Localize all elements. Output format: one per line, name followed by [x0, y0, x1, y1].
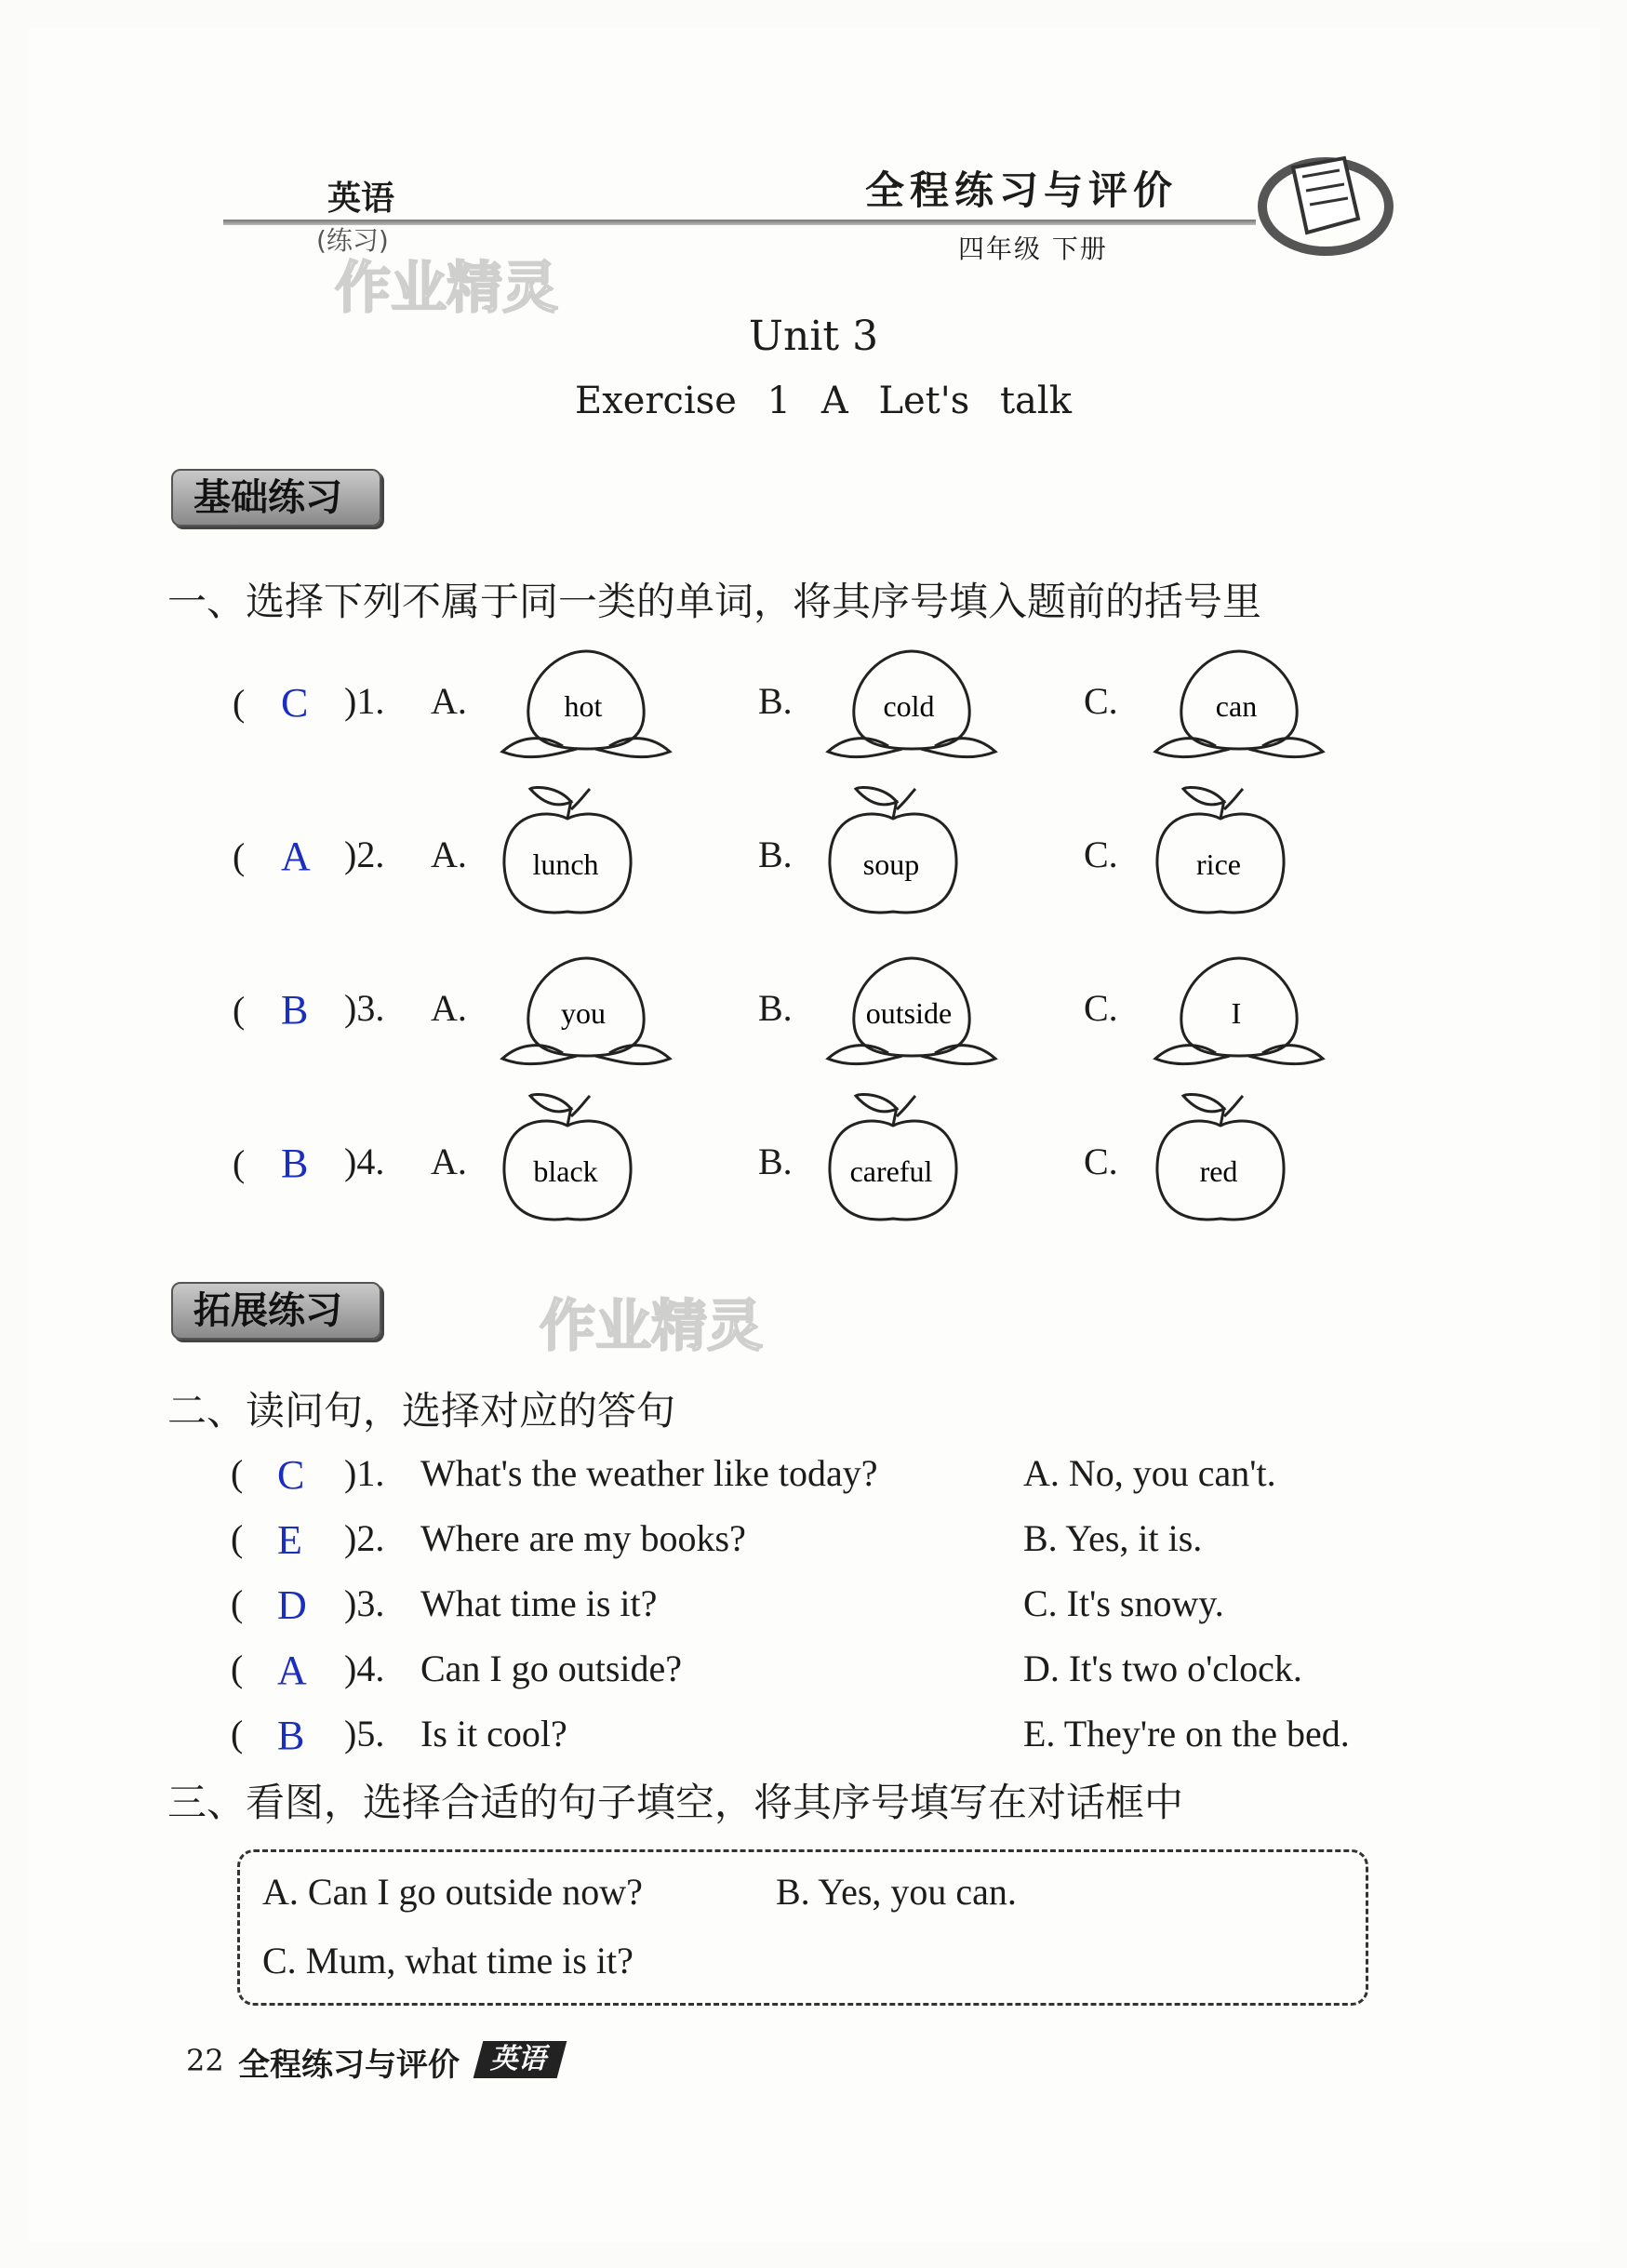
option-word: black	[533, 1154, 598, 1188]
open-paren: (	[231, 1517, 244, 1559]
option-label: C.	[1084, 987, 1118, 1029]
watermark: 作业精灵	[540, 1294, 763, 1359]
section2-title: 二、读问句，选择对应的答句	[167, 1388, 676, 1434]
s3-option-a: A. Can I go outside now?	[262, 1871, 643, 1913]
option-word: careful	[849, 1154, 933, 1188]
open-paren: (	[231, 1648, 244, 1689]
option-label: C.	[1084, 1141, 1118, 1182]
question-number: )3.	[344, 987, 385, 1029]
open-paren: (	[233, 682, 246, 724]
peach-icon	[1146, 949, 1332, 1079]
s2-answer-3[interactable]: D	[277, 1582, 307, 1628]
answer-3[interactable]: B	[281, 987, 309, 1033]
s3-option-b: B. Yes, you can.	[776, 1871, 1017, 1913]
s2-choice-c: C. It's snowy.	[1023, 1582, 1224, 1624]
option-label: B.	[758, 1141, 793, 1182]
option-word: soup	[862, 847, 920, 881]
question-text: Can I go outside?	[420, 1648, 683, 1689]
apple-icon	[819, 1088, 967, 1228]
apple-icon	[1146, 1088, 1295, 1228]
question-number: )2.	[344, 834, 385, 875]
header-subject-sub: (练习)	[316, 225, 389, 256]
option-label: A.	[431, 680, 467, 722]
footer-title: 全程练习与评价	[238, 2047, 460, 2084]
book-logo-icon	[1256, 140, 1405, 270]
unit-title: Unit 3	[748, 313, 879, 360]
option-word: hot	[564, 689, 603, 723]
option-word: rice	[1196, 847, 1241, 881]
option-label: B.	[758, 987, 793, 1029]
option-label: C.	[1084, 834, 1118, 875]
option-label: A.	[431, 987, 467, 1029]
badge-basic: 基础练习	[171, 469, 381, 527]
section3-title: 三、看图，选择合适的句子填空，将其序号填写在对话框中	[167, 1780, 1184, 1825]
s2-answer-4[interactable]: A	[277, 1648, 307, 1693]
book-title: 全程练习与评价	[865, 167, 1179, 213]
question-text: Is it cool?	[420, 1713, 567, 1754]
watermark: 作业精灵	[335, 256, 558, 321]
question-number: )2.	[344, 1517, 385, 1559]
peach-icon	[819, 642, 1005, 772]
question-text: What time is it?	[420, 1582, 658, 1624]
apple-icon	[1146, 781, 1295, 921]
exercise-name: Let's talk	[878, 380, 1072, 422]
answer-1[interactable]: C	[281, 680, 309, 726]
exercise-title	[575, 380, 1072, 422]
question-number: )1.	[344, 680, 385, 722]
peach-icon	[493, 642, 679, 772]
question-number: )3.	[344, 1582, 385, 1624]
open-paren: (	[231, 1713, 244, 1754]
option-label: B.	[758, 680, 793, 722]
option-word: I	[1231, 996, 1242, 1030]
exercise-number: Exercise 1	[575, 380, 792, 422]
question-number: )1.	[344, 1452, 385, 1494]
header-subject: 英语	[327, 180, 395, 218]
grade-label: 四年级 下册	[958, 233, 1108, 264]
s2-answer-1[interactable]: C	[277, 1452, 305, 1498]
s2-choice-b: B. Yes, it is.	[1023, 1517, 1203, 1559]
s2-choice-a: A. No, you can't.	[1023, 1452, 1276, 1494]
badge-extended: 拓展练习	[171, 1282, 381, 1340]
s2-choice-d: D. It's two o'clock.	[1023, 1648, 1302, 1689]
open-paren: (	[231, 1582, 244, 1624]
apple-icon	[819, 781, 967, 921]
s2-choice-e: E. They're on the bed.	[1023, 1713, 1350, 1754]
peach-icon	[819, 949, 1005, 1079]
peach-icon	[493, 949, 679, 1079]
option-label: B.	[758, 834, 793, 875]
s2-answer-5[interactable]: B	[277, 1713, 305, 1758]
question-number: )5.	[344, 1713, 385, 1754]
open-paren: (	[231, 1452, 244, 1494]
option-word: lunch	[532, 847, 599, 881]
option-word: outside	[865, 996, 953, 1030]
option-label: A.	[431, 1141, 467, 1182]
open-paren: (	[233, 835, 246, 877]
s2-answer-2[interactable]: E	[277, 1517, 302, 1563]
option-label: C.	[1084, 680, 1118, 722]
peach-icon	[1146, 642, 1332, 772]
exercise-part: A	[820, 380, 848, 422]
open-paren: (	[233, 1142, 246, 1184]
apple-icon	[493, 781, 642, 921]
s3-option-c: C. Mum, what time is it?	[262, 1940, 633, 1981]
option-word: cold	[883, 689, 935, 723]
apple-icon	[493, 1088, 642, 1228]
section1-title: 一、选择下列不属于同一类的单词，将其序号填入题前的括号里	[167, 579, 1262, 624]
option-word: you	[561, 996, 606, 1030]
footer-subject-tag: 英语	[473, 2041, 567, 2078]
page-number: 22	[186, 2043, 224, 2078]
open-paren: (	[233, 989, 246, 1031]
option-word: can	[1215, 689, 1258, 723]
option-word: red	[1199, 1154, 1238, 1188]
question-number: )4.	[344, 1141, 385, 1182]
option-label: A.	[431, 834, 467, 875]
question-number: )4.	[344, 1648, 385, 1689]
question-text: Where are my books?	[420, 1517, 746, 1559]
answer-4[interactable]: B	[281, 1141, 309, 1186]
question-text: What's the weather like today?	[420, 1452, 878, 1494]
answer-2[interactable]: A	[281, 834, 311, 879]
